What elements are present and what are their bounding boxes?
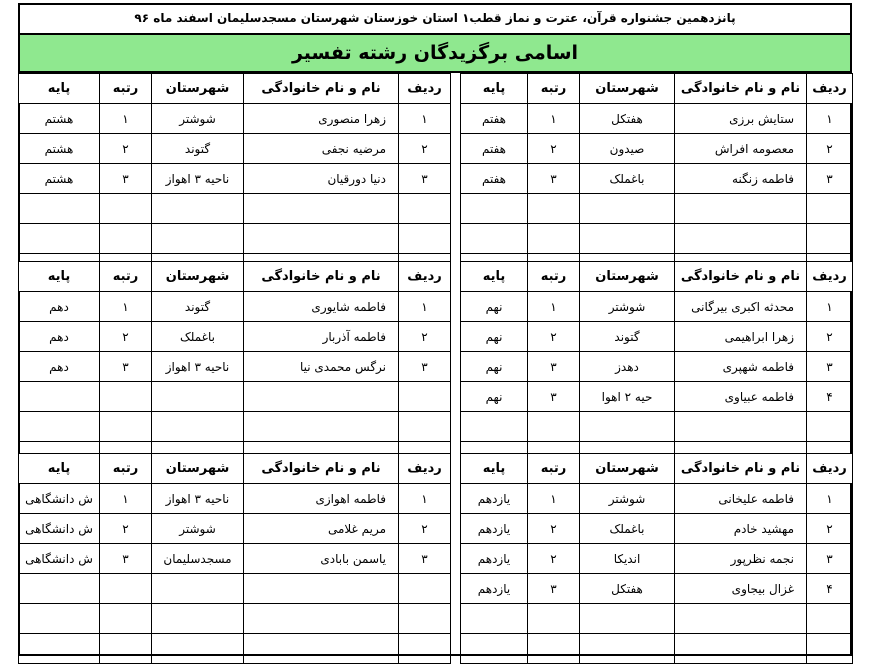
cell-city: هفتکل — [580, 104, 675, 134]
cell-grade: هشتم — [19, 134, 100, 164]
cell-city: باغملک — [580, 164, 675, 194]
sheet-title: اسامی برگزیدگان رشته تفسیر — [20, 33, 850, 73]
cell-row: ۱ — [399, 484, 451, 514]
cell-row — [807, 604, 853, 634]
cell-row: ۳ — [399, 164, 451, 194]
cell-city: شوشتر — [152, 104, 244, 134]
table-row — [19, 514, 451, 544]
table-row — [19, 604, 451, 634]
table-header-row — [461, 74, 853, 104]
table-row — [461, 134, 853, 164]
results-table-3 — [460, 261, 853, 472]
table-row — [461, 104, 853, 134]
column-header-row: ردیف — [807, 262, 853, 292]
table-row — [461, 544, 853, 574]
column-header-rank: رتبه — [528, 454, 580, 484]
cell-grade: یازدهم — [461, 574, 528, 604]
cell-rank — [528, 634, 580, 664]
cell-name — [244, 382, 399, 412]
cell-name: فاطمه عبیاوی — [675, 382, 807, 412]
cell-rank: ۲ — [100, 134, 152, 164]
column-header-city: شهرستان — [152, 454, 244, 484]
cell-grade — [461, 194, 528, 224]
cell-name — [244, 604, 399, 634]
cell-name: مریم غلامی — [244, 514, 399, 544]
cell-grade: دهم — [19, 322, 100, 352]
cell-city: ناحیه ۳ اهواز — [152, 484, 244, 514]
column-header-city: شهرستان — [152, 262, 244, 292]
cell-city: گتوند — [152, 292, 244, 322]
cell-rank — [100, 604, 152, 634]
column-header-grade: پایه — [19, 262, 100, 292]
table-row — [461, 164, 853, 194]
cell-grade: یازدهم — [461, 514, 528, 544]
column-header-name: نام و نام خانوادگی — [244, 74, 399, 104]
table-row — [461, 194, 853, 224]
cell-row: ۲ — [807, 514, 853, 544]
column-header-name: نام و نام خانوادگی — [244, 454, 399, 484]
cell-row — [807, 412, 853, 442]
cell-name: غزال بیجاوی — [675, 574, 807, 604]
cell-grade: دهم — [19, 292, 100, 322]
cell-city — [580, 224, 675, 254]
cell-city: صیدون — [580, 134, 675, 164]
cell-rank: ۱ — [100, 292, 152, 322]
cell-name — [675, 224, 807, 254]
cell-rank: ۱ — [528, 104, 580, 134]
cell-name: فاطمه اهوازی — [244, 484, 399, 514]
table-row — [461, 574, 853, 604]
cell-rank: ۳ — [528, 382, 580, 412]
table-row — [19, 134, 451, 164]
cell-city: باغملک — [580, 514, 675, 544]
table-header-row — [19, 454, 451, 484]
cell-grade — [461, 604, 528, 634]
cell-name: فاطمه زنگنه — [675, 164, 807, 194]
cell-city: گتوند — [580, 322, 675, 352]
cell-rank — [100, 634, 152, 664]
table-row — [19, 104, 451, 134]
cell-city — [152, 224, 244, 254]
cell-city: دهدز — [580, 352, 675, 382]
cell-grade: هفتم — [461, 164, 528, 194]
column-header-city: شهرستان — [580, 454, 675, 484]
cell-row: ۳ — [399, 544, 451, 574]
results-table-5 — [460, 453, 853, 664]
cell-city — [152, 634, 244, 664]
cell-name: محدثه اکبری بیرگانی — [675, 292, 807, 322]
cell-city: ناحیه ۳ اهواز — [152, 352, 244, 382]
cell-grade: هشتم — [19, 164, 100, 194]
cell-grade: هفتم — [461, 134, 528, 164]
table-row — [461, 322, 853, 352]
table-row — [19, 574, 451, 604]
cell-row: ۱ — [399, 104, 451, 134]
cell-name: معصومه افراش — [675, 134, 807, 164]
table-row — [19, 292, 451, 322]
cell-name: فاطمه آذربار — [244, 322, 399, 352]
table-row — [19, 544, 451, 574]
column-header-rank: رتبه — [100, 454, 152, 484]
column-header-grade: پایه — [461, 262, 528, 292]
cell-row: ۲ — [807, 322, 853, 352]
cell-row: ۳ — [807, 164, 853, 194]
column-header-row: ردیف — [807, 454, 853, 484]
cell-grade — [19, 412, 100, 442]
cell-rank — [100, 382, 152, 412]
cell-rank: ۲ — [528, 322, 580, 352]
cell-rank — [100, 224, 152, 254]
column-header-rank: رتبه — [528, 262, 580, 292]
column-header-city: شهرستان — [580, 262, 675, 292]
cell-name: فاطمه علیخانی — [675, 484, 807, 514]
column-header-city: شهرستان — [580, 74, 675, 104]
cell-city: شوشتر — [580, 292, 675, 322]
cell-grade: نهم — [461, 292, 528, 322]
cell-rank: ۱ — [100, 104, 152, 134]
cell-row: ۲ — [399, 514, 451, 544]
cell-row: ۳ — [399, 352, 451, 382]
cell-row: ۱ — [807, 104, 853, 134]
cell-rank — [528, 224, 580, 254]
cell-name: مهشید خادم — [675, 514, 807, 544]
table-header-row — [461, 454, 853, 484]
cell-name: فاطمه شایوری — [244, 292, 399, 322]
cell-city — [152, 382, 244, 412]
table-header-row — [19, 262, 451, 292]
cell-name: زهرا ابراهیمی — [675, 322, 807, 352]
cell-row — [399, 574, 451, 604]
column-header-row: ردیف — [807, 74, 853, 104]
cell-rank: ۳ — [528, 164, 580, 194]
cell-name — [675, 194, 807, 224]
cell-city: مسجدسلیمان — [152, 544, 244, 574]
column-header-row: ردیف — [399, 262, 451, 292]
cell-row — [399, 382, 451, 412]
cell-name — [244, 574, 399, 604]
cell-city: شوشتر — [152, 514, 244, 544]
cell-city: شوشتر — [580, 484, 675, 514]
cell-row: ۲ — [399, 134, 451, 164]
cell-city — [580, 634, 675, 664]
cell-grade — [19, 604, 100, 634]
column-header-row: ردیف — [399, 454, 451, 484]
cell-grade: ش دانشگاهی — [19, 484, 100, 514]
cell-row — [807, 224, 853, 254]
cell-row: ۲ — [807, 134, 853, 164]
cell-name: نرگس محمدی نیا — [244, 352, 399, 382]
cell-row — [399, 412, 451, 442]
cell-name — [675, 412, 807, 442]
table-row — [461, 634, 853, 664]
cell-grade — [461, 634, 528, 664]
cell-city: حیه ۲ اهوا — [580, 382, 675, 412]
cell-grade: نهم — [461, 322, 528, 352]
table-row — [19, 164, 451, 194]
cell-rank: ۲ — [528, 514, 580, 544]
results-table-1 — [460, 73, 853, 284]
table-row — [19, 224, 451, 254]
table-row — [19, 322, 451, 352]
cell-name: زهرا منصوری — [244, 104, 399, 134]
cell-rank: ۱ — [528, 484, 580, 514]
cell-row: ۲ — [399, 322, 451, 352]
cell-row: ۱ — [807, 292, 853, 322]
cell-city: اندیکا — [580, 544, 675, 574]
cell-name — [244, 412, 399, 442]
cell-name — [244, 194, 399, 224]
table-row — [461, 514, 853, 544]
table-row — [461, 292, 853, 322]
cell-row: ۱ — [399, 292, 451, 322]
table-row — [461, 382, 853, 412]
cell-grade: هشتم — [19, 104, 100, 134]
cell-name: یاسمن بابادی — [244, 544, 399, 574]
cell-rank: ۳ — [528, 574, 580, 604]
cell-rank: ۱ — [528, 292, 580, 322]
cell-grade — [19, 382, 100, 412]
table-row — [461, 412, 853, 442]
cell-rank: ۳ — [528, 352, 580, 382]
table-row — [19, 412, 451, 442]
cell-name: فاطمه شهپری — [675, 352, 807, 382]
cell-name — [675, 634, 807, 664]
cell-city — [152, 604, 244, 634]
column-header-name: نام و نام خانوادگی — [244, 262, 399, 292]
sheet-header: پانزدهمین جشنواره قرآن، عترت و نماز قطب۱ استان خوزستان شهرستان مسجدسلیمان اسفند ماه ۹۶ — [134, 11, 736, 25]
cell-grade — [19, 634, 100, 664]
column-header-grade: پایه — [19, 454, 100, 484]
cell-rank: ۱ — [100, 484, 152, 514]
cell-grade: نهم — [461, 382, 528, 412]
column-header-name: نام و نام خانوادگی — [675, 454, 807, 484]
cell-rank: ۲ — [100, 514, 152, 544]
cell-rank — [100, 574, 152, 604]
cell-city: هفتکل — [580, 574, 675, 604]
table-row — [19, 382, 451, 412]
cell-rank — [100, 194, 152, 224]
cell-rank — [528, 412, 580, 442]
cell-rank: ۳ — [100, 544, 152, 574]
cell-rank — [100, 412, 152, 442]
cell-grade — [461, 412, 528, 442]
column-header-rank: رتبه — [100, 74, 152, 104]
cell-row — [399, 224, 451, 254]
cell-grade: دهم — [19, 352, 100, 382]
cell-name: مرضیه نجفی — [244, 134, 399, 164]
cell-name: ستایش برزی — [675, 104, 807, 134]
cell-row: ۱ — [807, 484, 853, 514]
cell-city: ناحیه ۳ اهواز — [152, 164, 244, 194]
cell-row: ۳ — [807, 352, 853, 382]
cell-city: گتوند — [152, 134, 244, 164]
table-row — [461, 484, 853, 514]
results-table-2 — [18, 73, 451, 284]
cell-row — [807, 194, 853, 224]
column-header-name: نام و نام خانوادگی — [675, 262, 807, 292]
column-header-rank: رتبه — [528, 74, 580, 104]
cell-grade: یازدهم — [461, 484, 528, 514]
cell-grade — [19, 224, 100, 254]
cell-rank — [528, 604, 580, 634]
column-header-grade: پایه — [461, 74, 528, 104]
cell-name — [244, 634, 399, 664]
cell-grade: هفتم — [461, 104, 528, 134]
table-row — [19, 194, 451, 224]
cell-grade: ش دانشگاهی — [19, 514, 100, 544]
cell-city — [580, 604, 675, 634]
results-table-4 — [18, 261, 451, 472]
column-header-grade: پایه — [461, 454, 528, 484]
column-header-city: شهرستان — [152, 74, 244, 104]
cell-rank: ۲ — [528, 134, 580, 164]
cell-grade: یازدهم — [461, 544, 528, 574]
cell-city — [152, 412, 244, 442]
table-header-row — [461, 262, 853, 292]
results-table-6 — [18, 453, 451, 664]
cell-name: دنیا دورقیان — [244, 164, 399, 194]
cell-name: نجمه نظرپور — [675, 544, 807, 574]
cell-rank: ۲ — [528, 544, 580, 574]
cell-city — [580, 194, 675, 224]
table-row — [19, 352, 451, 382]
cell-row: ۳ — [807, 544, 853, 574]
cell-row: ۴ — [807, 382, 853, 412]
cell-rank: ۳ — [100, 352, 152, 382]
cell-grade — [19, 194, 100, 224]
table-row — [461, 224, 853, 254]
cell-grade — [461, 224, 528, 254]
cell-rank: ۳ — [100, 164, 152, 194]
cell-name — [675, 604, 807, 634]
table-row — [19, 484, 451, 514]
cell-row — [399, 194, 451, 224]
cell-name — [244, 224, 399, 254]
cell-grade — [19, 574, 100, 604]
table-row — [19, 634, 451, 664]
column-header-grade: پایه — [19, 74, 100, 104]
cell-city — [152, 194, 244, 224]
table-row — [461, 604, 853, 634]
cell-rank — [528, 194, 580, 224]
cell-row — [399, 634, 451, 664]
table-row — [461, 352, 853, 382]
cell-grade: نهم — [461, 352, 528, 382]
cell-row: ۴ — [807, 574, 853, 604]
column-header-rank: رتبه — [100, 262, 152, 292]
column-header-row: ردیف — [399, 74, 451, 104]
cell-city: باغملک — [152, 322, 244, 352]
cell-grade: ش دانشگاهی — [19, 544, 100, 574]
cell-row — [399, 604, 451, 634]
cell-row — [807, 634, 853, 664]
cell-city — [152, 574, 244, 604]
column-header-name: نام و نام خانوادگی — [675, 74, 807, 104]
table-header-row — [19, 74, 451, 104]
cell-rank: ۲ — [100, 322, 152, 352]
cell-city — [580, 412, 675, 442]
